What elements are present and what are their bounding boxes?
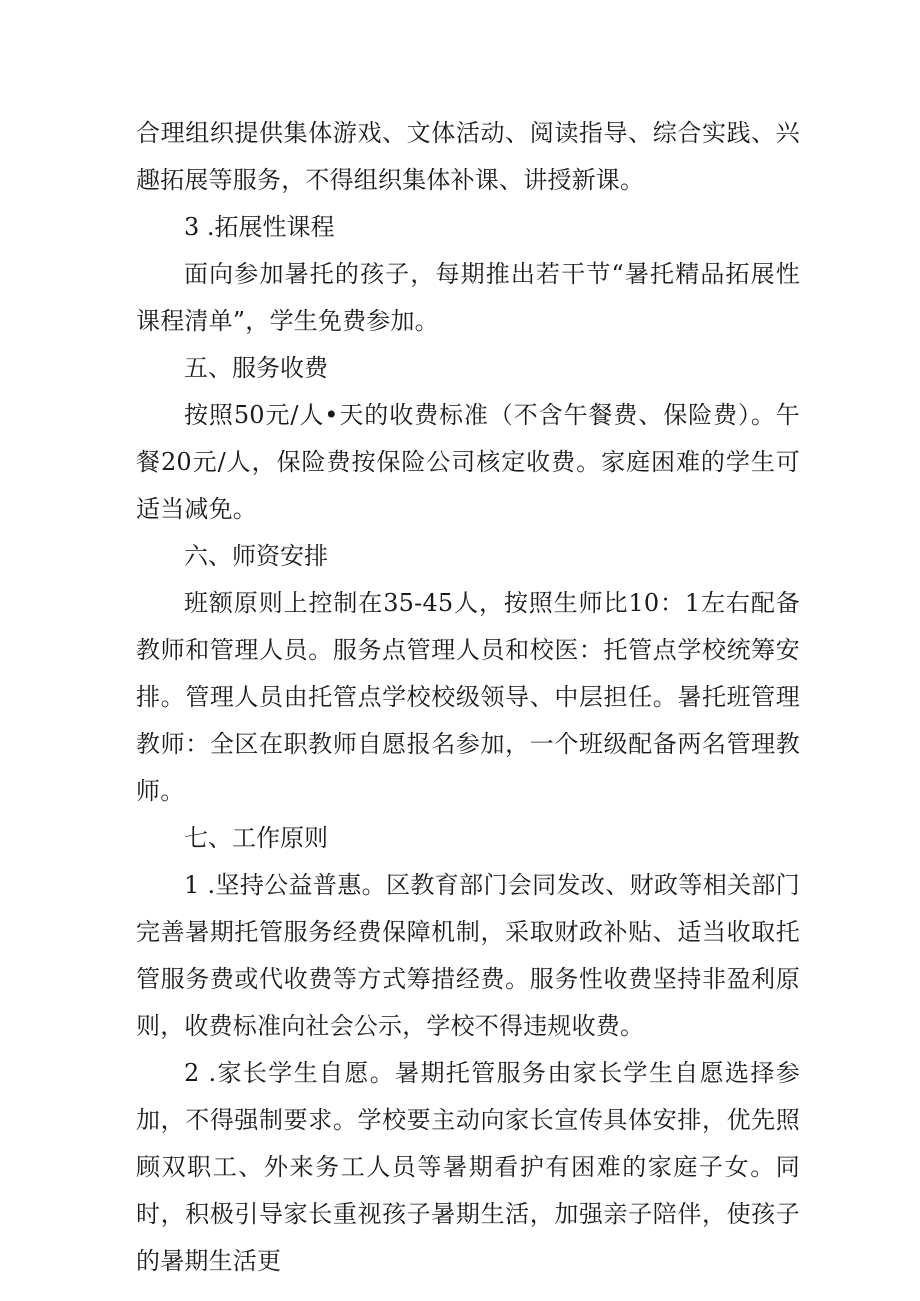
paragraph-continued: 合理组织提供集体游戏、文体活动、阅读指导、综合实践、兴趣拓展等服务，不得组织集体补课、讲授新课。 [136, 119, 800, 194]
paragraph-teachers: 班额原则上控制在35-45人，按照生师比10：1左右配备教师和管理人员。服务点管理人员和校医：托管点学校统筹安排。管理人员由托管点学校校级领导、中层担任。暑托班管理教师：全区在职教师自愿报名参加，一个班级配备两名管理教师。 [136, 589, 800, 805]
paragraph-courses: 面向参加暑托的孩子，每期推出若干节“暑托精品拓展性课程清单”，学生免费参加。 [136, 260, 800, 335]
heading-work-principles: 七、工作原则 [184, 824, 328, 852]
paragraph-principle-2: 2 .家长学生自愿。暑期托管服务由家长学生自愿选择参加，不得强制要求。学校要主动向家长宣传具体安排，优先照顾双职工、外来务工人员等暑期看护有困难的家庭子女。同时，积极引导家长重视孩子暑期生活，加强亲子陪伴，使孩子的暑期生活更 [136, 1059, 800, 1275]
paragraph-principle-1: 1 .坚持公益普惠。区教育部门会同发改、财政等相关部门完善暑期托管服务经费保障机制，采取财政补贴、适当收取托管服务费或代收费等方式筹措经费。服务性收费坚持非盈利原则，收费标准向社会公示，学校不得违规收费。 [136, 871, 800, 1040]
document-body [136, 110, 800, 1285]
heading-teacher-arrangement: 六、师资安排 [184, 542, 328, 570]
paragraph-fees: 按照50元/人•天的收费标准（不含午餐费、保险费）。午餐20元/人，保险费按保险公司核定收费。家庭困难的学生可适当减免。 [136, 401, 800, 523]
heading-extended-courses: 3 .拓展性课程 [184, 213, 335, 241]
heading-service-fees: 五、服务收费 [184, 354, 328, 382]
